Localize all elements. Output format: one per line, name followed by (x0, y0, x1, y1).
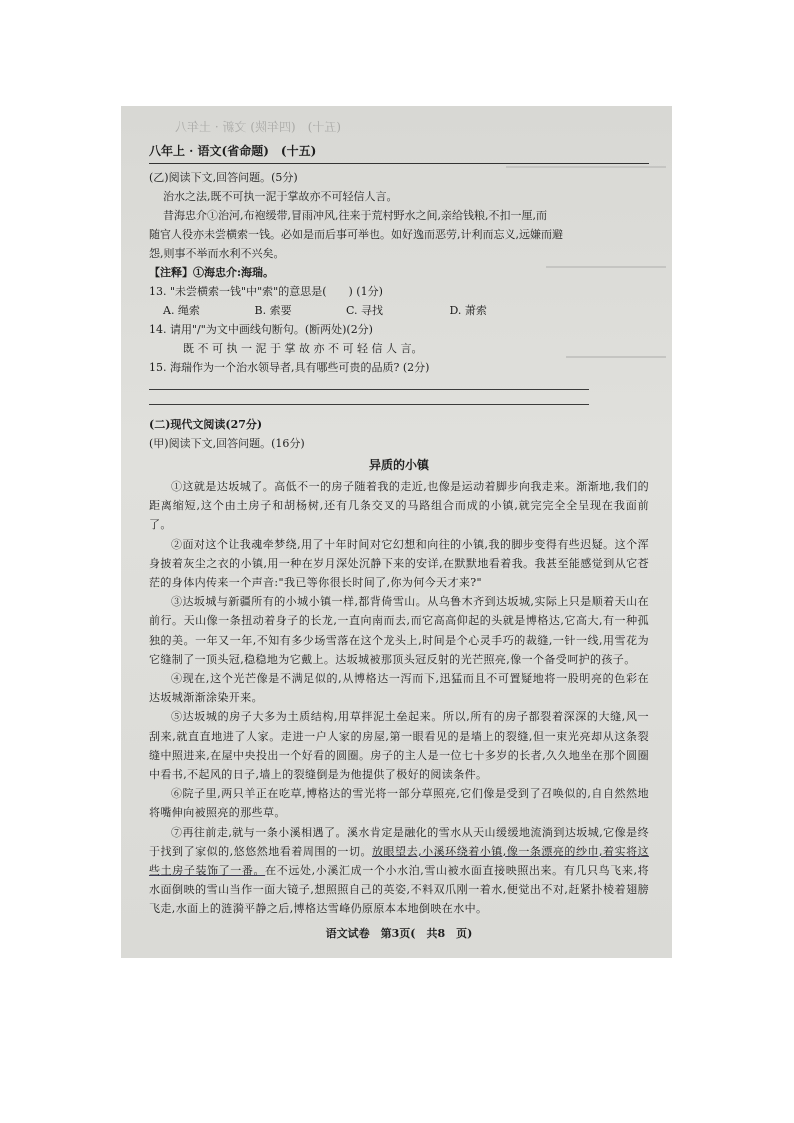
classical-line: 治水之法,既不可执一泥于掌故亦不可轻信人言。 (163, 190, 398, 203)
question-14-sentence[interactable]: 既 不 可 执 一 泥 于 掌 故 亦 不 可 轻 信 人 言。 (183, 342, 423, 355)
question-13: 13. "未尝横索一钱"中"索"的意思是( ) (1分) (149, 285, 383, 298)
question-15: 15. 海瑞作为一个治水领导者,具有哪些可贵的品质? (2分) (149, 361, 430, 374)
page-content (149, 142, 649, 941)
classical-heading: (乙)阅读下文,回答问题。(5分) (149, 171, 298, 184)
article-paragraph: ⑤达坂城的房子大多为土质结构,用草拌泥土垒起来。所以,所有的房子都裂着深深的大缝,风一刮来,就直直地进了人家。走进一户人家的房屋,第一眼看见的是墙上的裂缝,但一束光亮却从这条裂缝中照进来,在屋中央投出一个好看的圆圈。房子的主人是一位七十多岁的长者,久久地坐在那个圆圈中看书,不起风的日子,墙上的裂缝倒是为他提供了极好的阅读条件。 (149, 710, 649, 782)
classical-line: 昔海忠介①治河,布袍缓带,冒雨冲风,往来于荒村野水之间,亲给钱粮,不扣一厘,而 (163, 209, 547, 222)
scanned-page (121, 106, 672, 958)
underlined-sentence: 放眼望去,小溪环绕着小镇,像一条漂亮的纱巾,着实将这些土房子装饰了一番。 (149, 844, 650, 878)
modern-heading: (甲)阅读下文,回答问题。(16分) (149, 437, 305, 450)
question-13-options (149, 301, 649, 320)
article-paragraph: ②面对这个让我魂牵梦绕,用了十年时间对它幻想和向往的小镇,我的脚步变得有些迟疑。这个浑身披着灰尘之衣的小镇,用一种在岁月深处沉静下来的安详,在默默地看着我。我甚至能感觉到从它苍茫的身体内传来一个声音:"我已等你很长时间了,你为何今天才来?" (149, 537, 649, 590)
option-d[interactable]: D. 萧索 (449, 304, 487, 317)
article-paragraph: ④现在,这个光芒像是不满足似的,从博格达一泻而下,迅猛而且不可置疑地将一股明亮的色彩在达坂城渐渐涂染开来。 (149, 672, 649, 705)
answer-line[interactable] (149, 389, 589, 390)
option-b[interactable]: B. 索要 (254, 304, 292, 317)
article-paragraph: ⑥院子里,两只羊正在吃草,博格达的雪光将一部分草照亮,它们像是受到了召唤似的,自自然然地将嘴伸向被照亮的那些草。 (149, 787, 649, 820)
article-title: 异质的小镇 (368, 458, 429, 472)
paragraph-text: ⑦再往前走,就与一条小溪相遇了。溪水肯定是融化的雪水从天山缓缓地流淌到达坂城,它像是终于找到了家似的,悠悠然地看着周围的一切。 (149, 825, 649, 858)
ghost-header: (五十) (四年陕) 文新 · 土年八 (175, 120, 341, 134)
page-header: 八年上 · 语文(省命题) (十五) (149, 142, 649, 164)
paragraph-text: 在不远处,小溪汇成一个小水泊,雪山被水面直接映照出来。有几只鸟飞来,将水面倒映的雪山当作一面大镜子,想照照自己的英姿,不料双爪刚一着水,便觉出不对,赶紧扑棱着翅膀飞走,水面上的涟漪平静之后,博格达雪峰仍原原本本地倒映在水中。 (149, 864, 649, 916)
article-paragraph: ①这就是达坂城了。高低不一的房子随着我的走近,也像是运动着脚步向我走来。渐渐地,我们的距离缩短,这个由土房子和胡杨树,还有几条交叉的马路组合而成的小镇,就完完全全呈现在我面前了。 (149, 480, 649, 532)
article-paragraph: ③达坂城与新疆所有的小城小镇一样,都背倚雪山。从乌鲁木齐到达坂城,实际上只是顺着天山在前行。天山像一条扭动着身子的长龙,一直向南而去,而它高高仰起的头就是博格达,它高大,有一种孤独的美。一年又一年,不知有多少场雪落在这个龙头上,时间是个心灵手巧的裁缝,一针一线,用雪花为它缝制了一顶头冠,稳稳地为它戴上。达坂城被那顶头冠反射的光芒照亮,像一个备受呵护的孩子。 (149, 595, 649, 666)
classical-line: 随官人役亦未尝横索一钱。必如是而后事可举也。如好逸而恶劳,计利而忘义,远嫌而避 (149, 228, 563, 241)
classical-line: 怨,则事不举而水利不兴矣。 (149, 247, 285, 260)
page-footer: 语文试卷 第3页( 共8 页) (325, 926, 473, 940)
annotation-note: 【注释】①海忠介:海瑞。 (149, 266, 275, 279)
option-c[interactable]: C. 寻找 (346, 304, 384, 317)
article-paragraph-7 (149, 823, 649, 919)
question-14: 14. 请用"/"为文中画线句断句。(断两处)(2分) (149, 323, 373, 336)
section-title: (二)现代文阅读(27分) (149, 418, 263, 431)
option-a[interactable]: A. 绳索 (163, 304, 200, 317)
